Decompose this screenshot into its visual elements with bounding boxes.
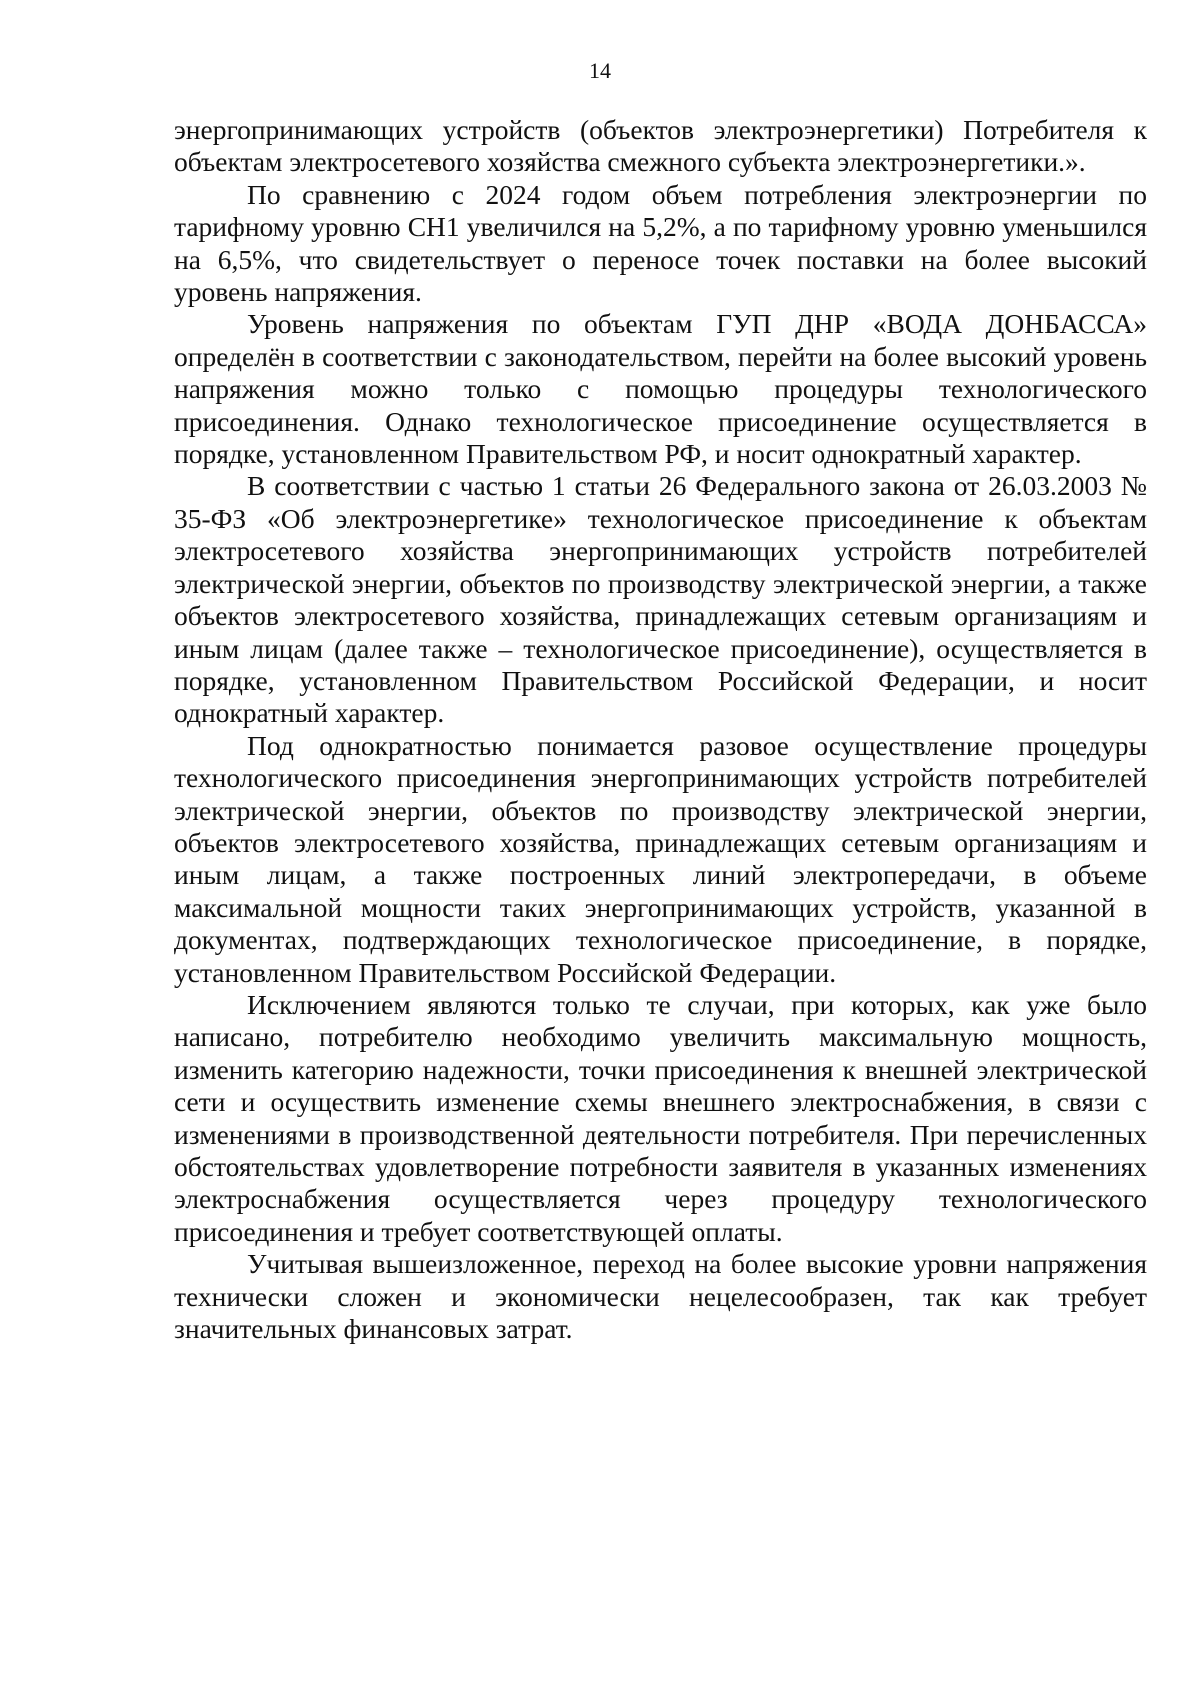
document-body [174, 114, 1147, 1345]
paragraph-conclusion: Учитывая вышеизложенное, переход на более высокие уровни напряжения технически сложен и экономически нецелесообразен, так как требует значительных финансовых затрат. [174, 1248, 1147, 1345]
paragraph-one-time-connection: Под однократностью понимается разовое осуществление процедуры технологического присоединения энергопринимающих устройств потребителей электрической энергии, объектов по производству электрической энергии, объектов электросетевого хозяйства, принадлежащих сетевым организациям и иным лицам, а также построенных линий электропередачи, в объеме максимальной мощности таких энергопринимающих устройств, указанной в документах, подтверждающих технологическое присоединение, в порядке, установленном Правительством Российской Федерации. [174, 729, 1147, 988]
paragraph-continuation: энергопринимающих устройств (объектов электроэнергетики) Потребителя к объектам электросетевого хозяйства смежного субъекта электроэнергетики.». [174, 114, 1147, 178]
paragraph-exceptions: Исключением являются только те случаи, при которых, как уже было написано, потребителю необходимо увеличить максимальную мощность, изменить категорию надежности, точки присоединения к внешней электрической сети и осуществить изменение схемы внешнего электроснабжения, в связи с изменениями в производственной деятельности потребителя. При перечисленных обстоятельствах удовлетворение потребности заявителя в указанных изменениях электроснабжения осуществляется через процедуру технологического присоединения и требует соответствующей оплаты. [174, 988, 1147, 1247]
paragraph-voltage-level: Уровень напряжения по объектам ГУП ДНР «ВОДА ДОНБАССА» определён в соответствии с законодательством, перейти на более высокий уровень напряжения можно только с помощью процедуры технологического присоединения. Однако технологическое присоединение осуществляется в порядке, установленном Правительством РФ, и носит однократный характер. [174, 308, 1147, 470]
paragraph-federal-law: В соответствии с частью 1 статьи 26 Федерального закона от 26.03.2003 № 35-ФЗ «Об электроэнергетике» технологическое присоединение к объектам электросетевого хозяйства энергопринимающих устройств потребителей электрической энергии, объектов по производству электрической энергии, а также объектов электросетевого хозяйства, принадлежащих сетевым организациям и иным лицам (далее также – технологическое присоединение), осуществляется в порядке, установленном Правительством Российской Федерации, и носит однократный характер. [174, 470, 1147, 729]
paragraph-consumption-comparison: По сравнению с 2024 годом объем потребления электроэнергии по тарифному уровню СН1 увеличился на 5,2%, а по тарифному уровню уменьшился на 6,5%, что свидетельствует о переносе точек поставки на более высокий уровень напряжения. [174, 178, 1147, 308]
page-number: 14 [589, 58, 611, 83]
